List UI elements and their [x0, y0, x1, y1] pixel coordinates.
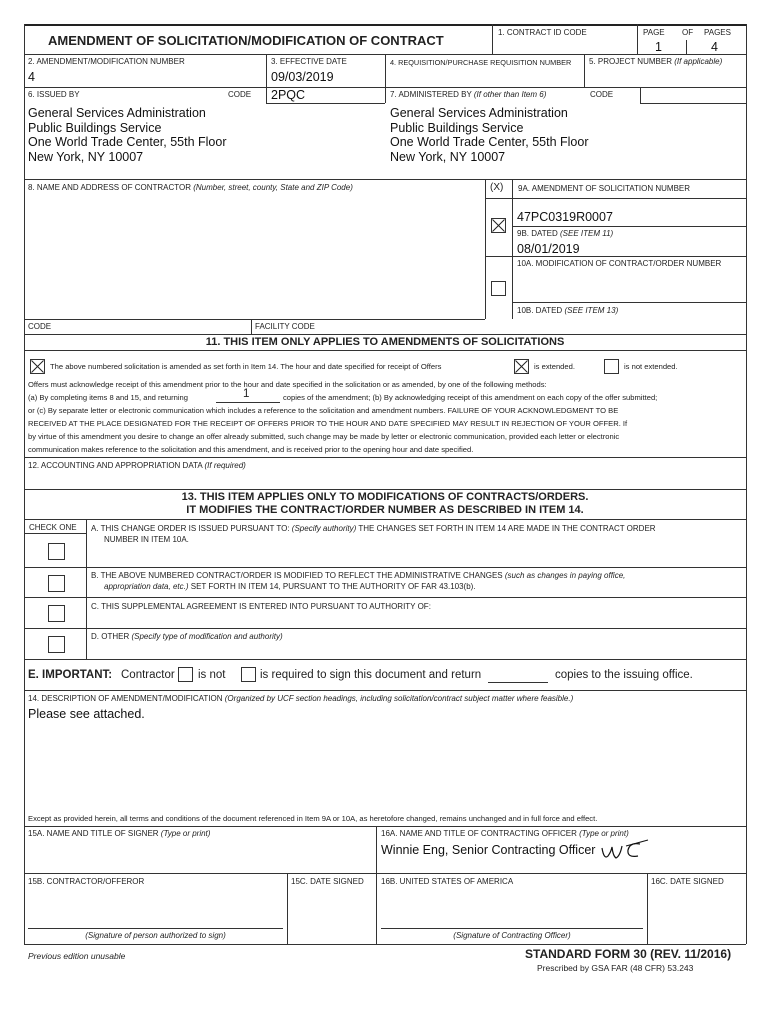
dated-9b-note: (SEE ITEM 11) [559, 229, 614, 238]
modification-10a-label: 10A. MODIFICATION OF CONTRACT/ORDER NUMBER [517, 259, 722, 268]
checkbox-9a[interactable] [491, 218, 506, 233]
administered-by-note: (If other than Item 6) [473, 90, 547, 99]
usa-label: 16B. UNITED STATES OF AMERICA [381, 877, 514, 886]
x-column-label: (X) [490, 182, 504, 193]
requisition-label: 4. REQUISITION/PURCHASE REQUISITION NUMBER [390, 58, 572, 67]
is-extended-label: is extended. [534, 362, 575, 371]
item-13-heading-2: IT MODIFIES THE CONTRACT/ORDER NUMBER AS DESCRIBED IN ITEM 14. [186, 504, 584, 516]
administered-by-label: 7. ADMINISTERED BY [390, 90, 472, 99]
right-border [746, 24, 747, 944]
important-is-required: is required to sign this document and return [260, 669, 482, 681]
item-11-line-6: by virtue of this amendment you desire to change an offer already submitted, such change may be made by letter or electronic communication, provided each letter or electronic [28, 432, 620, 441]
item-12-note: (If required) [204, 461, 246, 470]
officer-name-label: 16A. NAME AND TITLE OF CONTRACTING OFFICER [381, 829, 577, 838]
item-11-line-3b: copies of the amendment; (b) By acknowledging receipt of this amendment on each copy of the offer submitted; [283, 393, 658, 402]
officer-initials-signature [600, 838, 652, 864]
form-title: AMENDMENT OF SOLICITATION/MODIFICATION OF CONTRACT [48, 33, 444, 48]
contractor-label: 8. NAME AND ADDRESS OF CONTRACTOR [28, 183, 191, 192]
item-13b-note: (such as changes in paying office, [504, 571, 626, 580]
contract-id-label: 1. CONTRACT ID CODE [498, 28, 587, 37]
important-contractor: Contractor [121, 669, 175, 681]
facility-code-label: FACILITY CODE [255, 322, 315, 331]
officer-name-value: Winnie Eng, Senior Contracting Officer [381, 843, 596, 857]
item-13c-text: C. THIS SUPPLEMENTAL AGREEMENT IS ENTERED INTO PURSUANT TO AUTHORITY OF: [91, 602, 431, 611]
checkbox-10a[interactable] [491, 281, 506, 296]
officer-signature-line[interactable] [381, 928, 643, 929]
effective-date-value: 09/03/2019 [271, 70, 334, 84]
checkbox-is-not-extended[interactable] [604, 359, 619, 374]
copies-return-field[interactable] [488, 682, 548, 683]
item-12-label: 12. ACCOUNTING AND APPROPRIATION DATA [28, 461, 203, 470]
signature-officer-caption: (Signature of Contracting Officer) [453, 931, 571, 940]
amendment-solicitation-value: 47PC0319R0007 [517, 210, 613, 224]
checkbox-13c[interactable] [48, 605, 65, 622]
pages-label: PAGES [704, 28, 731, 37]
item-13b-note-2: appropriation data, etc.) [104, 582, 189, 591]
date-16c-label: 16C. DATE SIGNED [651, 877, 724, 886]
item-13a-text-post: THE CHANGES SET FORTH IN ITEM 14 ARE MADE IN THE CONTRACT ORDER [358, 524, 656, 533]
item-13a-line-2: NUMBER IN ITEM 10A. [104, 535, 189, 544]
item-13b-text-2: SET FORTH IN ITEM 14, PURSUANT TO THE AUTHORITY OF FAR 43.103(b). [190, 582, 476, 591]
item-13a-text-pre: A. THIS CHANGE ORDER IS ISSUED PURSUANT TO: [91, 524, 290, 533]
officer-name-note: (Type or print) [579, 829, 629, 838]
signature-person-caption: (Signature of person authorized to sign) [85, 931, 226, 940]
of-label: OF [682, 28, 694, 37]
item-11-line-1: The above numbered solicitation is amended as set forth in Item 14. The hour and date specified for receipt of Offers [50, 362, 442, 371]
checkbox-13d[interactable] [48, 636, 65, 653]
left-border [24, 24, 25, 944]
checkbox-is-extended[interactable] [514, 359, 529, 374]
dated-9b-value: 08/01/2019 [517, 242, 580, 256]
amendment-solicitation-label: 9A. AMENDMENT OF SOLICITATION NUMBER [518, 184, 691, 193]
admin-code-label: CODE [590, 90, 614, 99]
checkbox-13a[interactable] [48, 543, 65, 560]
item-13-heading-1: 13. THIS ITEM APPLIES ONLY TO MODIFICATIONS OF CONTRACTS/ORDERS. [181, 491, 589, 503]
page-label: PAGE [643, 28, 665, 37]
date-15c-label: 15C. DATE SIGNED [291, 877, 364, 886]
is-not-extended-label: is not extended. [624, 362, 678, 371]
effective-date-label: 3. EFFECTIVE DATE [271, 57, 347, 66]
signer-name-label: 15A. NAME AND TITLE OF SIGNER [28, 829, 159, 838]
pages-total: 4 [711, 40, 718, 54]
checkbox-item-11[interactable] [30, 359, 45, 374]
issued-by-label: 6. ISSUED BY [28, 90, 80, 99]
contractor-code-label: CODE [28, 322, 52, 331]
project-number-note: (If applicable) [674, 57, 723, 66]
previous-edition-note: Previous edition unusable [28, 951, 126, 961]
important-copies: copies to the issuing office. [555, 669, 693, 681]
checkbox-is-required[interactable] [241, 667, 256, 682]
important-is-not: is not [198, 669, 226, 681]
item-11-line-5: RECEIVED AT THE PLACE DESIGNATED FOR THE RECEIPT OF OFFERS PRIOR TO THE HOUR AND DATE SPECIFIED MAY RESULT IN REJECTION OF YOUR OFFER. If [28, 419, 628, 428]
amendment-number-label: 2. AMENDMENT/MODIFICATION NUMBER [28, 57, 185, 66]
important-label: E. IMPORTANT: [28, 669, 113, 681]
contractor-note: (Number, street, county, State and ZIP Code) [193, 183, 353, 192]
dated-10b-note: (SEE ITEM 13) [564, 306, 619, 315]
amendment-number-value: 4 [28, 70, 35, 84]
item-11-heading: 11. THIS ITEM ONLY APPLIES TO AMENDMENTS OF SOLICITATIONS [205, 336, 565, 348]
item-13d-note: (Specify type of modification and authority) [131, 632, 283, 641]
item-14-value: Please see attached. [28, 707, 145, 721]
standard-form-name: STANDARD FORM 30 (REV. 11/2016) [525, 947, 732, 961]
item-13d-text: D. OTHER [91, 632, 130, 641]
issued-code-value: 2PQC [271, 88, 306, 102]
checkbox-13b[interactable] [48, 575, 65, 592]
item-13b-text: B. THE ABOVE NUMBERED CONTRACT/ORDER IS MODIFIED TO REFLECT THE ADMINISTRATIVE CHANGES [91, 571, 503, 580]
item-13a-note: (Specify authority) [291, 524, 357, 533]
checkbox-is-not[interactable] [178, 667, 193, 682]
item-11-line-2: Offers must acknowledge receipt of this amendment prior to the hour and date specified in the solicitation or as amended, by one of the following methods: [28, 380, 547, 389]
dated-10b-label: 10B. DATED [517, 306, 563, 315]
page-number: 1 [655, 40, 662, 54]
item-11-line-4: or (c) By separate letter or electronic communication which includes a reference to the solicitation and amendment numbers. FAILURE OF YOUR ACKNOWLEDGMENT TO BE [28, 406, 619, 415]
project-number-label: 5. PROJECT NUMBER [589, 57, 672, 66]
item-14-note: (Organized by UCF section headings, including solicitation/contract subject matter where feasible.) [224, 694, 574, 703]
signer-name-note: (Type or print) [160, 829, 211, 838]
issued-by-address: General Services Administration Public Buildings Service One World Trade Center, 55th Floor New York, NY 10007 [28, 106, 227, 164]
item-14-label: 14. DESCRIPTION OF AMENDMENT/MODIFICATION [28, 694, 223, 703]
administered-by-address: General Services Administration Public Buildings Service One World Trade Center, 55th Floor New York, NY 10007 [390, 106, 589, 164]
dated-9b-label: 9B. DATED [517, 229, 558, 238]
except-text: Except as provided herein, all terms and conditions of the document referenced in Item 9A or 10A, as heretofore changed, remains unchanged and in full force and effect. [28, 814, 598, 823]
copies-value: 1 [243, 388, 250, 400]
issued-code-label: CODE [228, 90, 252, 99]
item-11-line-7: communication makes reference to the solicitation and this amendment, and is received prior to the opening hour and date specified. [28, 445, 474, 454]
item-11-line-3a: (a) By completing items 8 and 15, and returning [28, 393, 188, 402]
prescribed-by: Prescribed by GSA FAR (48 CFR) 53.243 [537, 963, 694, 973]
contractor-signature-line[interactable] [28, 928, 283, 929]
check-one-label: CHECK ONE [29, 523, 77, 532]
contractor-offeror-label: 15B. CONTRACTOR/OFFEROR [28, 877, 145, 886]
